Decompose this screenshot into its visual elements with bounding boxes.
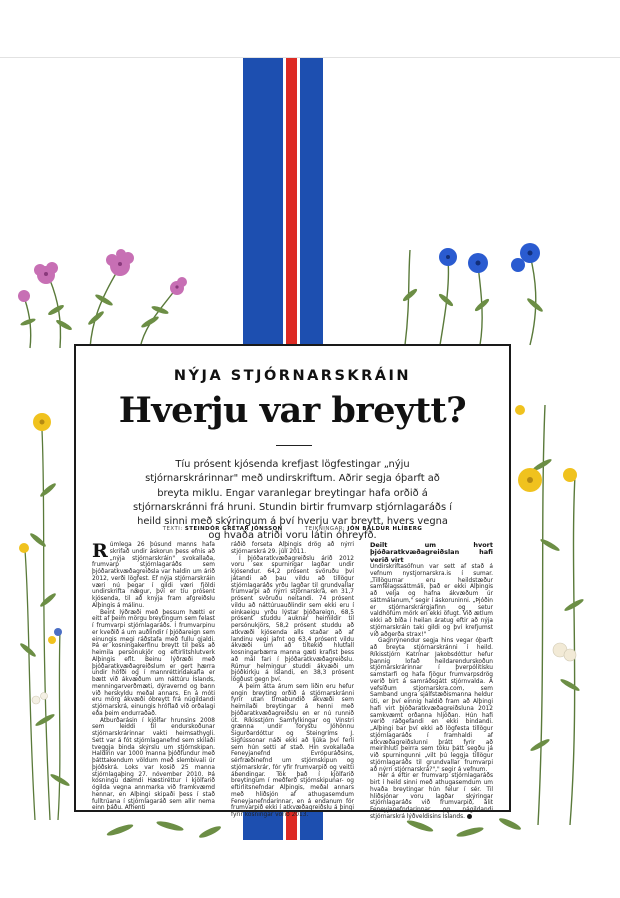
text-author: STEINDÓR GRÉTAR JÓNSSON — [184, 526, 283, 532]
drop-cap: R — [92, 540, 108, 562]
paragraph: Í þjóðaratkvæðagreiðslu árið 2012 voru sex spurningar lagðar undir kjósendur. 64,2 prósent svöruðu því játandi að þau vildu að tillögur stjórnlagaráðs yrðu lagðar til grundvallar frumvarpi að nýrri stjórnarskrá, en 31,7 prósent svöruðu neitandi. 74 prósent vildu að náttúruauðlindir sem ekki eru í einkaeigu yrðu lýstar þjóðareign, 68,5 prósent studdu auknar heimildir til persónukjörs, 58,2 prósent studdu að atkvæði kjósenda alls staðar að af landinu vegi jafnt og 63,4 prósent vildu ákvæði um að tiltekið hlutfall kosningarbærra manna gæti krafist þess að mál fari í þjóðaratkvæðagreiðslu. Rúmur helmingur studdi ákvæði um þjóðkirkju á Íslandi, en 38,3 prósent lögðust gegn því. — [231, 555, 354, 683]
paragraph: Gagnrýnendur segja hins vegar óþarft að breyta stjórnarskránni í heild. Ríkisstjórn Katrínar Jakobsdóttur hefur þannig lofað heildarendurskoðun stjórnarskrárinnar í þverpólitísku samstarfi og hafa fjögur frumvarpsdrög verið birt á samráðsgátt stjórnvalda. Á vefsíðum stjornarskra.com, sem Samband ungra sjálfstæðismanna heldur úti, er því einnig haldið fram að Alþingi hafi virt þjóðaratkvæðagreiðsluna 2012 samkvæmt orðanna hljóðan. Hún hafi verið ráðgefandi en ekki bindandi. „Alþingi bar því ekki að lögfesta tillögur stjórnlagaráðs í framhaldi af atkvæðagreiðslunni þrátt fyrir að meirihluti þeirra sem tóku þátt segðu já við spurningunni „vilt þú leggja tillögur stjórnlagaráðs til grundvallar frumvarpi að nýrri stjórnarskrá?"," segir á vefnum. — [370, 638, 493, 773]
kicker: NÝJA STJÓRNARSKRÁIN — [173, 368, 412, 384]
paragraph: Undirskriftasöfnun var sett af stað á vefnum nystjornarskra.is í sumar. „Tillögurnar eru heildstæður samfélagssáttmáli, það er ekki Alþingis að velja og hafna ákvæðum úr sáttmálanum," segir í áskoruninni. „Þjóðin er stjórnarskrárgjafinn og setur valdhöfum mörk en ekki öfugt. Við ætlum ekki að bíða í heilan áratug eftir að nýja stjórnarskráin taki gildi og því krefjumst við aðgerða strax!" — [370, 564, 493, 638]
column-3 — [370, 541, 493, 820]
headline: Hverju var breytt? — [118, 390, 467, 431]
paragraph: ráðið forseta Alþingis drög að nýrri stjórnarskrá 29. júlí 2011. — [231, 542, 354, 555]
paragraph: Beint lýðræði með þessum hætti er eitt af þeim mörgu breytingum sem felast í frumvarpi stjórnlagaráðs. Í frumvarpinu er kveðið á um auðlindir í þjóðareign sem einungis megi ráðstafa með fullu gjaldi. Þá er kosningakerfinu breytt til þess að heimila persónukjör og eftirlitshlutverk Alþingis eflt. Beinu lýðræði með þjóðaratkvæðagreiðslum er gert hærra undir höfði og í mannréttindakafla er bætt við ákvæðum um náttúru Íslands, menningarverðmæti, dýravernd og bann við herskyldu meðal annars. En á móti eru mörg ákvæði óbreytt frá núgildandi stjórnarskrá, einungis hróflað við orðalagi eða þeim endurraðað. — [92, 609, 215, 717]
article-box — [74, 344, 511, 820]
article-body — [92, 540, 493, 820]
lede: Tíu prósent kjósenda krefjast lögfestingar „nýju stjórnarskrárinnar" með undirskriftum. Aðrir segja óþarft að breyta miklu. Engar varanlegar breytingar hafa orðið á stjórnarskránni frá hruni. Stundin birtir frumvarp stjórnlagaráðs í heild sinni með skýringum á því hverju var breytt, hvers vegna og hvaða atriði voru látin óhreyfð. — [133, 459, 452, 542]
subhead: Deilt um hvort þjóðaratkvæðagreiðslan hafi verið virt — [370, 541, 493, 564]
byline — [76, 526, 509, 532]
paragraph: Hér á eftir er frumvarp stjórnlagaráðs birt í heild sinni með athugasemdum um hvaða breytingar hún felur í sér. Til hliðsjónar voru lagðar skýringar stjórnlagaráðs við frumvarpið, álit Feneyjanefndarinnar og nágildandi stjórnarskrá lýðveldisins Íslands. — [370, 773, 493, 820]
text-credit — [163, 526, 283, 532]
illustration-credit-label: TEIKNINGAR: — [304, 526, 346, 532]
illustration-author: JÓN BALDUR HLÍBERG — [347, 526, 423, 532]
paragraph: Rúmlega 26 þúsund manns hafa skrifað undir áskorun þess efnis að „nýja stjórnarskráin" svokallaða, frumvarp stjórnlagaráðs sem þjóðaratkvæðagreiðsla var haldin um árið 2012, verði lögfest. Ef nýja stjórnarskráin væri nú þegar í gildi væri fjöldi undirskrifta nægur, því er tíu prósent kjósenda, til að knýja fram afgreiðslu Alþingis á málinu. — [92, 540, 215, 609]
paragraph: Atburðarásin í kjölfar hrunsins 2008 sem leiddi til endurskoðunar stjórnarskrárinnar vakti heimsathygli. Sett var á fót stjórnlaganefnd sem skilaði tveggja binda skýrslu um stjórnskipan. Haldinn var 1000 manna þjóðfundur með þátttakendum völdum með slembivali úr þjóðskrá. Loks var kosið 25 manna stjórnlagaþing 27. nóvember 2010. Þá kosningu dæmdi Hæstiréttur í kjölfarið ógilda vegna annmarka við framkvæmd hennar, en Alþingi skipaði þess í stað fulltrúana í stjórnlagaráð sem allir nema einn þáðu. Afhenti — [92, 717, 215, 812]
headline-rule — [276, 445, 312, 446]
column-2 — [231, 542, 354, 818]
paragraph: Á þeim átta árum sem liðin eru hefur engin breyting orðið á stjórnarskránni fyrir utan tímabundið ákvæði sem heimilaði breytingar á henni með þjóðaratkvæðagreiðslu en er nú runnið út. Ríkisstjórn Samfylkingar og Vinstri grænna undir forystu Jóhönnu Sigurðardóttur og Steingríms J. Sigfússonar náði ekki að ljúka því ferli sem hún setti af stað. Hin svokallaða Feneyjanefnd Evrópuráðsins, sérfræðinefnd um stjórnskipun og stjórnarskrár, fór yfir frumvarpið og veitti ábendingar. Tók það í kjölfarið breytingum í meðferð stjórnskipunar- og eftirlitsnefndar Alþingis, meðal annars með hliðsjón af athugasemdum Feneyjanefndarinnar, en á endanum fór frumvarpið ekki í atkvæðagreiðslu á þingi fyrir kosningar vorið 2013. — [231, 683, 354, 818]
left-flowers-illustration — [0, 400, 78, 830]
column-1 — [92, 540, 215, 812]
illustration-credit — [305, 526, 422, 532]
text-credit-label: TEXTI: — [162, 526, 183, 532]
end-mark-icon — [467, 814, 472, 819]
pink-flowers-illustration — [0, 230, 200, 350]
